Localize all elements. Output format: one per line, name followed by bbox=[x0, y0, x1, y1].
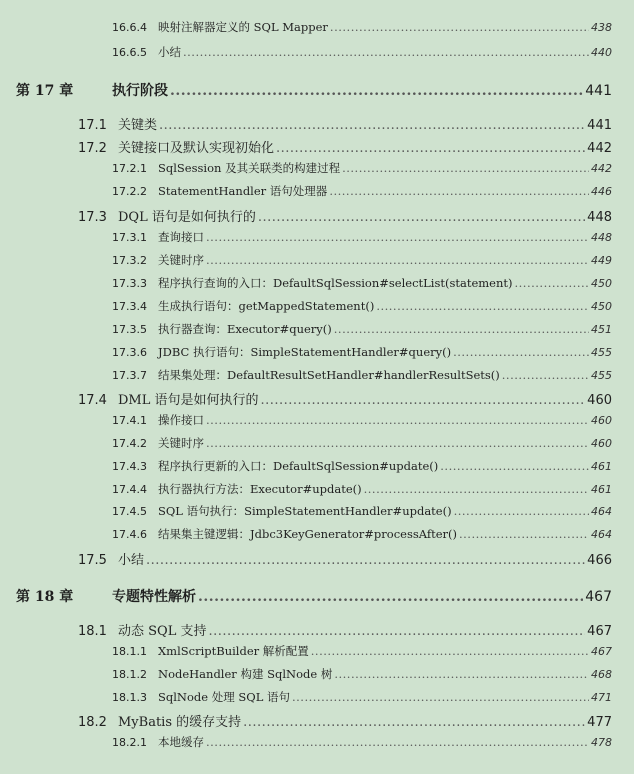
dot-leader bbox=[515, 276, 590, 290]
toc-entry[interactable] bbox=[112, 298, 612, 314]
dot-leader bbox=[440, 459, 589, 473]
dot-leader bbox=[311, 644, 589, 658]
dot-leader bbox=[206, 436, 589, 450]
toc-entry[interactable] bbox=[112, 160, 612, 176]
page-number: 477 bbox=[587, 715, 612, 730]
section-number: 17.3 bbox=[78, 210, 107, 225]
dot-leader bbox=[502, 368, 589, 382]
toc-entry[interactable] bbox=[112, 503, 612, 519]
section-number: 17.3.2 bbox=[112, 254, 147, 267]
toc-section[interactable] bbox=[78, 389, 612, 408]
page-number: 442 bbox=[587, 141, 612, 156]
dot-leader bbox=[364, 482, 589, 496]
page-number: 478 bbox=[591, 736, 612, 749]
section-title: NodeHandler 构建 SqlNode 树 bbox=[158, 667, 333, 681]
section-title: DQL 语句是如何执行的 bbox=[118, 210, 256, 225]
dot-leader bbox=[159, 118, 585, 133]
section-number: 18.1.2 bbox=[112, 668, 147, 681]
toc-chapter[interactable] bbox=[16, 586, 612, 606]
page-number: 446 bbox=[591, 185, 612, 198]
section-number: 17.1 bbox=[78, 118, 107, 133]
page-number: 461 bbox=[591, 483, 612, 496]
section-title: 程序执行更新的入口：DefaultSqlSession#update() bbox=[158, 459, 439, 473]
toc-entry[interactable] bbox=[112, 19, 612, 35]
page-number: 460 bbox=[587, 393, 612, 408]
section-title: 映射注解器定义的 SQL Mapper bbox=[158, 20, 328, 34]
section-number: 18.2.1 bbox=[112, 736, 147, 749]
section-number: 17.4.4 bbox=[112, 483, 147, 496]
section-number: 17.4 bbox=[78, 393, 107, 408]
page-number: 461 bbox=[591, 460, 612, 473]
section-title: 程序执行查询的入口：DefaultSqlSession#selectList(statement) bbox=[158, 276, 513, 290]
dot-leader bbox=[198, 589, 583, 605]
dot-leader bbox=[376, 299, 589, 313]
dot-leader bbox=[206, 413, 589, 427]
page-number: 466 bbox=[587, 553, 612, 568]
chapter-number: 第 17 章 bbox=[16, 83, 74, 99]
toc-entry[interactable] bbox=[112, 183, 612, 199]
section-title: 关键时序 bbox=[158, 253, 204, 267]
page-number: 468 bbox=[591, 668, 612, 681]
dot-leader bbox=[258, 210, 585, 225]
section-number: 16.6.4 bbox=[112, 21, 147, 34]
section-number: 17.4.3 bbox=[112, 460, 147, 473]
section-title: DML 语句是如何执行的 bbox=[118, 393, 259, 408]
section-number: 17.2.2 bbox=[112, 185, 147, 198]
page-number: 449 bbox=[591, 254, 612, 267]
toc-entry[interactable] bbox=[112, 734, 612, 750]
section-title: XmlScriptBuilder 解析配置 bbox=[158, 644, 309, 658]
page-number: 460 bbox=[591, 437, 612, 450]
section-title: JDBC 执行语句：SimpleStatementHandler#query() bbox=[158, 345, 452, 359]
section-title: 查询接口 bbox=[158, 230, 204, 244]
page-number: 467 bbox=[587, 624, 612, 639]
section-title: 小结 bbox=[118, 553, 145, 568]
toc-entry[interactable] bbox=[112, 275, 612, 291]
section-title: 动态 SQL 支持 bbox=[118, 624, 207, 639]
section-number: 17.2 bbox=[78, 141, 107, 156]
section-title: 结果集处理：DefaultResultSetHandler#handlerResultSets() bbox=[158, 368, 500, 382]
page-number: 448 bbox=[587, 210, 612, 225]
section-number: 17.2.1 bbox=[112, 162, 147, 175]
section-title: 本地缓存 bbox=[158, 735, 204, 749]
chapter-number: 第 18 章 bbox=[16, 589, 74, 605]
section-number: 18.1.3 bbox=[112, 691, 147, 704]
chapter-title: 执行阶段 bbox=[112, 83, 168, 99]
page-number: 441 bbox=[587, 118, 612, 133]
section-number: 17.5 bbox=[78, 553, 107, 568]
toc-section[interactable] bbox=[78, 114, 612, 133]
dot-leader bbox=[454, 504, 589, 518]
toc-entry[interactable] bbox=[112, 367, 612, 383]
page-number: 451 bbox=[591, 323, 612, 336]
toc-entry[interactable] bbox=[112, 252, 612, 268]
dot-leader bbox=[208, 624, 585, 639]
dot-leader bbox=[243, 715, 585, 730]
toc-entry[interactable] bbox=[112, 526, 612, 542]
section-number: 17.3.7 bbox=[112, 369, 147, 382]
dot-leader bbox=[330, 20, 589, 34]
page-number: 450 bbox=[591, 277, 612, 290]
dot-leader bbox=[459, 527, 589, 541]
page-number: 455 bbox=[591, 346, 612, 359]
section-title: 关键时序 bbox=[158, 436, 204, 450]
section-title: SqlSession 及其关联类的构建过程 bbox=[158, 161, 341, 175]
toc-entry[interactable] bbox=[112, 481, 612, 497]
section-title: MyBatis 的缓存支持 bbox=[118, 715, 242, 730]
section-title: 小结 bbox=[158, 45, 181, 59]
dot-leader bbox=[206, 253, 589, 267]
page-number: 467 bbox=[591, 645, 612, 658]
section-number: 17.3.3 bbox=[112, 277, 147, 290]
toc-section[interactable] bbox=[78, 206, 612, 225]
toc-entry[interactable] bbox=[112, 321, 612, 337]
page-number: 455 bbox=[591, 369, 612, 382]
section-title: StatementHandler 语句处理器 bbox=[158, 184, 328, 198]
dot-leader bbox=[276, 141, 585, 156]
dot-leader bbox=[206, 230, 589, 244]
section-title: 关键类 bbox=[118, 118, 158, 133]
dot-leader bbox=[183, 45, 589, 59]
dot-leader bbox=[329, 184, 589, 198]
toc-entry[interactable] bbox=[112, 44, 612, 60]
section-title: 结果集主键逻辑：Jdbc3KeyGenerator#processAfter() bbox=[158, 527, 457, 541]
dot-leader bbox=[342, 161, 589, 175]
section-title: 关键接口及默认实现初始化 bbox=[118, 141, 275, 156]
page-number: 448 bbox=[591, 231, 612, 244]
toc-chapter[interactable] bbox=[16, 80, 612, 100]
section-number: 17.3.4 bbox=[112, 300, 147, 313]
section-title: SqlNode 处理 SQL 语句 bbox=[158, 690, 290, 704]
page-number: 467 bbox=[585, 589, 612, 605]
toc-entry[interactable] bbox=[112, 643, 612, 659]
toc-entry[interactable] bbox=[112, 344, 612, 360]
section-title: SQL 语句执行：SimpleStatementHandler#update() bbox=[158, 504, 452, 518]
dot-leader bbox=[206, 735, 589, 749]
page-number: 471 bbox=[591, 691, 612, 704]
toc-section[interactable] bbox=[78, 549, 612, 568]
section-title: 执行器执行方法：Executor#update() bbox=[158, 482, 362, 496]
section-number: 17.3.6 bbox=[112, 346, 147, 359]
page-number: 440 bbox=[591, 46, 612, 59]
page-number: 450 bbox=[591, 300, 612, 313]
toc-entry[interactable] bbox=[112, 229, 612, 245]
section-number: 17.3.1 bbox=[112, 231, 147, 244]
dot-leader bbox=[334, 667, 589, 681]
section-number: 17.3.5 bbox=[112, 323, 147, 336]
toc-entry[interactable] bbox=[112, 435, 612, 451]
dot-leader bbox=[146, 553, 585, 568]
section-number: 17.4.5 bbox=[112, 505, 147, 518]
dot-leader bbox=[261, 393, 586, 408]
section-number: 17.4.6 bbox=[112, 528, 147, 541]
page-number: 460 bbox=[591, 414, 612, 427]
dot-leader bbox=[292, 690, 589, 704]
section-number: 18.1.1 bbox=[112, 645, 147, 658]
page-number: 464 bbox=[591, 528, 612, 541]
dot-leader bbox=[453, 345, 589, 359]
section-number: 16.6.5 bbox=[112, 46, 147, 59]
toc-entry[interactable] bbox=[112, 458, 612, 474]
dot-leader bbox=[334, 322, 589, 336]
toc-section[interactable] bbox=[78, 137, 612, 156]
section-title: 生成执行语句：getMappedStatement() bbox=[158, 299, 375, 313]
section-number: 18.2 bbox=[78, 715, 107, 730]
page-number: 442 bbox=[591, 162, 612, 175]
section-title: 操作接口 bbox=[158, 413, 204, 427]
toc-section[interactable] bbox=[78, 620, 612, 639]
chapter-title: 专题特性解析 bbox=[112, 589, 196, 605]
toc-section[interactable] bbox=[78, 711, 612, 730]
toc-entry[interactable] bbox=[112, 666, 612, 682]
page-number: 438 bbox=[591, 21, 612, 34]
page-number: 464 bbox=[591, 505, 612, 518]
toc-entry[interactable] bbox=[112, 412, 612, 428]
section-title: 执行器查询：Executor#query() bbox=[158, 322, 332, 336]
toc-entry[interactable] bbox=[112, 689, 612, 705]
dot-leader bbox=[170, 83, 583, 99]
section-number: 17.4.2 bbox=[112, 437, 147, 450]
section-number: 18.1 bbox=[78, 624, 107, 639]
section-number: 17.4.1 bbox=[112, 414, 147, 427]
page-number: 441 bbox=[585, 83, 612, 99]
